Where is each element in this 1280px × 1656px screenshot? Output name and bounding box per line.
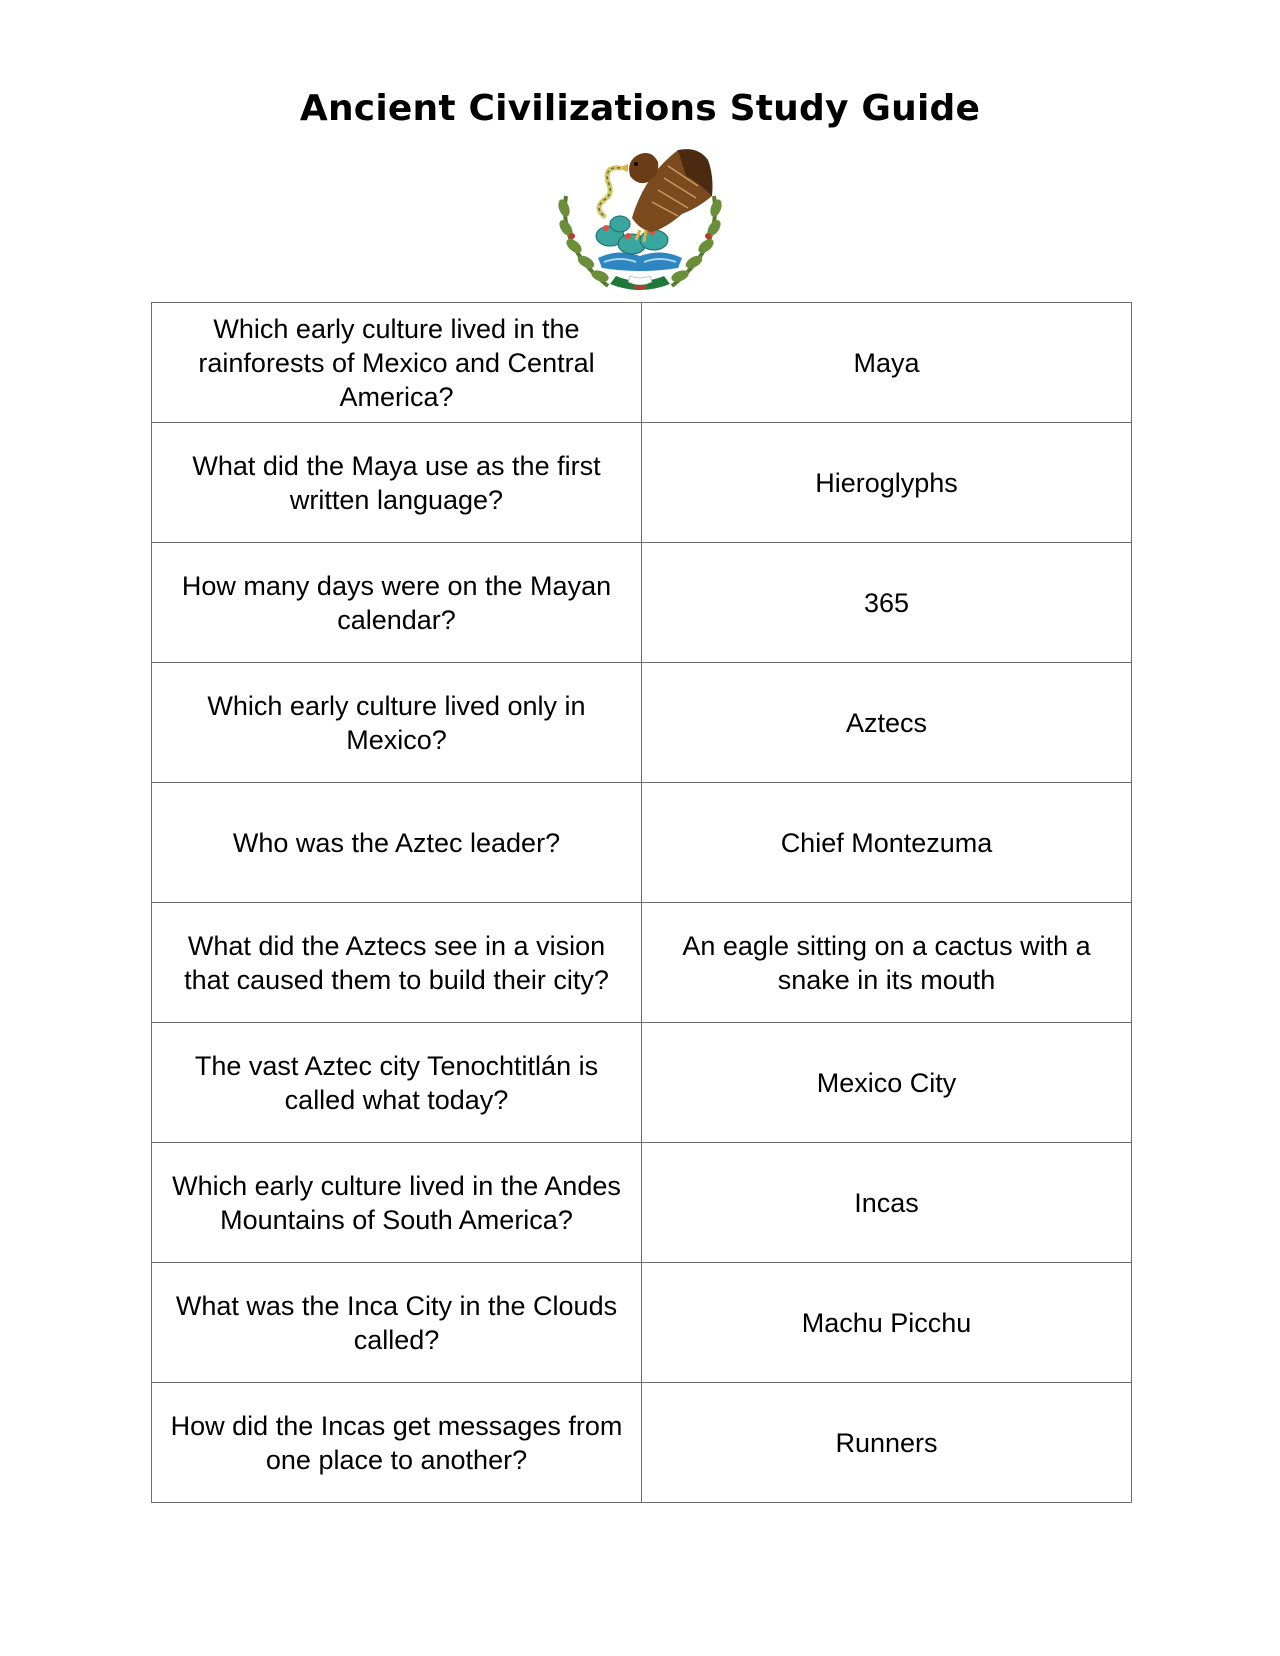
answer-cell: Mexico City: [642, 1023, 1132, 1143]
question-cell: Who was the Aztec leader?: [152, 783, 642, 903]
table-row: [152, 663, 1132, 783]
question-cell: The vast Aztec city Tenochtitlán is called what today?: [152, 1023, 642, 1143]
answer-cell: Aztecs: [642, 663, 1132, 783]
question-cell: How did the Incas get messages from one place to another?: [152, 1383, 642, 1503]
table-row: [152, 1023, 1132, 1143]
answer-cell: Incas: [642, 1143, 1132, 1263]
answer-cell: Hieroglyphs: [642, 423, 1132, 543]
table-row: [152, 783, 1132, 903]
mexican-coat-of-arms-eagle-icon: [548, 136, 732, 298]
answer-cell: An eagle sitting on a cactus with a snake in its mouth: [642, 903, 1132, 1023]
answer-cell: 365: [642, 543, 1132, 663]
table-row: [152, 903, 1132, 1023]
question-cell: What did the Aztecs see in a vision that caused them to build their city?: [152, 903, 642, 1023]
question-cell: How many days were on the Mayan calendar?: [152, 543, 642, 663]
question-cell: What did the Maya use as the first written language?: [152, 423, 642, 543]
answer-cell: Chief Montezuma: [642, 783, 1132, 903]
answer-cell: Runners: [642, 1383, 1132, 1503]
study-guide-table: [151, 302, 1132, 1503]
table-row: [152, 543, 1132, 663]
question-cell: What was the Inca City in the Clouds called?: [152, 1263, 642, 1383]
question-cell: Which early culture lived in the rainforests of Mexico and Central America?: [152, 303, 642, 423]
answer-cell: Machu Picchu: [642, 1263, 1132, 1383]
answer-cell: Maya: [642, 303, 1132, 423]
question-cell: Which early culture lived in the Andes Mountains of South America?: [152, 1143, 642, 1263]
table-row: [152, 1143, 1132, 1263]
table-row: [152, 423, 1132, 543]
table-row: [152, 1383, 1132, 1503]
question-cell: Which early culture lived only in Mexico?: [152, 663, 642, 783]
table-row: [152, 303, 1132, 423]
page-title: Ancient Civilizations Study Guide: [299, 88, 981, 129]
table-row: [152, 1263, 1132, 1383]
